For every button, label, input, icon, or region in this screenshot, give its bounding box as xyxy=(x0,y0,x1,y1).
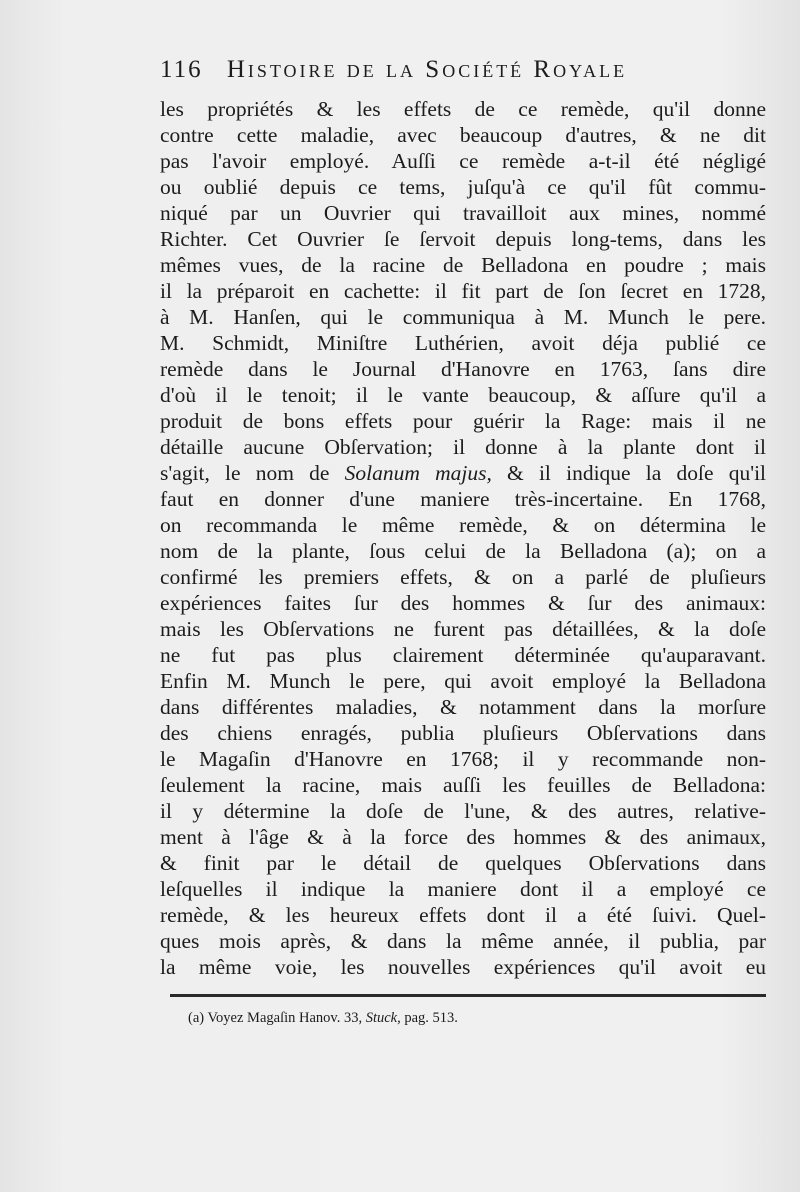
text-line: expériences faites ſur des hommes & ſur des animaux: xyxy=(160,591,766,615)
text-line: Richter. Cet Ouvrier ſe ſervoit depuis long-tems, dans les xyxy=(160,227,766,251)
text-line: contre cette maladie, avec beaucoup d'autres, & ne dit xyxy=(160,123,766,147)
page-number: 116 xyxy=(160,56,203,83)
line-end: & il indique la doſe qu'il xyxy=(491,461,766,485)
text-line: ſeulement la racine, mais auſſi les feuilles de Belladona: xyxy=(160,773,766,797)
body-text xyxy=(160,96,766,980)
text-line: leſquelles il indique la maniere dont il a employé ce xyxy=(160,877,766,901)
text-line: dans différentes maladies, & notamment dans la morſure xyxy=(160,695,766,719)
text-line: confirmé les premiers effets, & on a parlé de pluſieurs xyxy=(160,565,766,589)
text-line: d'où il le tenoit; il le vante beaucoup, & aſſure qu'il a xyxy=(160,383,766,407)
text-line: des chiens enragés, publia pluſieurs Obſervations dans xyxy=(160,721,766,745)
text-line: mêmes vues, de la racine de Belladona en poudre ; mais xyxy=(160,253,766,277)
line-start: s'agit, le nom de xyxy=(160,461,330,485)
text-line: il la préparoit en cachette: il fit part de ſon ſecret en 1728, xyxy=(160,279,766,303)
footnote xyxy=(188,1010,748,1027)
italic-plant-name: Solanum majus, xyxy=(344,461,492,485)
text-line: nom de la plante, ſous celui de la Belladona (a); on a xyxy=(160,539,766,563)
text-line: faut en donner d'une maniere très-incertaine. En 1768, xyxy=(160,487,766,511)
footnote-lead: (a) Voyez Magaſin Hanov. 33, xyxy=(188,1010,363,1026)
footnote-tail: pag. 513. xyxy=(404,1010,458,1026)
text-line-with-italic xyxy=(160,460,766,486)
footnote-divider xyxy=(170,994,766,997)
text-line: remède, & les heureux effets dont il a été ſuivi. Quel- xyxy=(160,903,766,927)
text-line: à M. Hanſen, qui le communiqua à M. Munch le pere. xyxy=(160,305,766,329)
text-line: pas l'avoir employé. Auſſi ce remède a-t-il été négligé xyxy=(160,149,766,173)
footnote-italic: Stuck, xyxy=(365,1010,401,1026)
text-line: ou oublié depuis ce tems, juſqu'à ce qu'il fût commu- xyxy=(160,175,766,199)
text-line: produit de bons effets pour guérir la Rage: mais il ne xyxy=(160,409,766,433)
running-title: Histoire de la Société Royale xyxy=(226,56,628,83)
text-line: M. Schmidt, Miniſtre Luthérien, avoit déja publié ce xyxy=(160,331,766,355)
text-line: on recommanda le même remède, & on détermina le xyxy=(160,513,766,537)
text-line: les propriétés & les effets de ce remède, qu'il donne xyxy=(160,97,766,121)
text-line: ques mois après, & dans la même année, il publia, par xyxy=(160,929,766,953)
text-line: mais les Obſervations ne furent pas détaillées, & la doſe xyxy=(160,617,766,641)
text-line: ne fut pas plus clairement déterminée qu'auparavant. xyxy=(160,643,766,667)
text-line: niqué par un Ouvrier qui travailloit aux mines, nommé xyxy=(160,201,766,225)
text-line: le Magaſin d'Hanovre en 1768; il y recommande non- xyxy=(160,747,766,771)
text-line: & finit par le détail de quelques Obſervations dans xyxy=(160,851,766,875)
text-line: il y détermine la doſe de l'une, & des autres, relative- xyxy=(160,799,766,823)
text-line: détaille aucune Obſervation; il donne à la plante dont il xyxy=(160,435,766,459)
text-line: ment à l'âge & à la force des hommes & des animaux, xyxy=(160,825,766,849)
text-line: remède dans le Journal d'Hanovre en 1763, ſans dire xyxy=(160,357,766,381)
text-line: Enfin M. Munch le pere, qui avoit employé la Belladona xyxy=(160,669,766,693)
running-header xyxy=(160,56,760,92)
text-line: la même voie, les nouvelles expériences qu'il avoit eu xyxy=(160,955,766,979)
